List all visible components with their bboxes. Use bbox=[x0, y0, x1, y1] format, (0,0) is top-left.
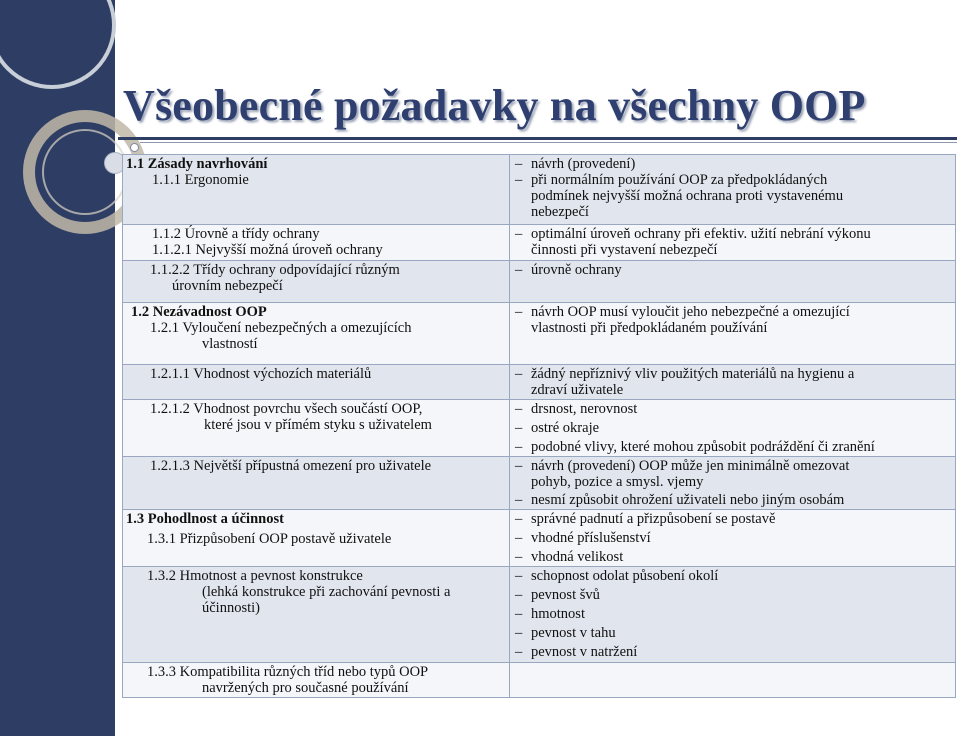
requirement-item: – drsnost, nerovnost bbox=[513, 401, 952, 417]
bullet-circle-icon bbox=[130, 143, 139, 152]
requirement-item: – pevnost v tahu bbox=[513, 625, 952, 641]
table-row bbox=[123, 365, 956, 400]
requirement-item-continued: pohyb, pozice a smysl. vjemy bbox=[531, 474, 704, 490]
table-cell-right bbox=[510, 261, 956, 303]
item-label: 1.1.2.1 Nejvyšší možná úroveň ochrany bbox=[152, 242, 383, 258]
table-cell-right bbox=[510, 155, 956, 225]
table-cell-left bbox=[123, 261, 510, 303]
table-cell-left bbox=[123, 225, 510, 261]
table-cell-left bbox=[123, 365, 510, 400]
section-heading: 1.1 Zásady navrhování bbox=[126, 156, 268, 172]
table-row bbox=[123, 303, 956, 365]
item-label: 1.2.1 Vyloučení nebezpečných a omezujících bbox=[150, 320, 412, 336]
requirement-item-continued: činnosti při vystavení nebezpečí bbox=[531, 242, 718, 258]
table-cell-right bbox=[510, 567, 956, 663]
requirement-item: – pevnost švů bbox=[513, 587, 952, 603]
requirement-item-continued: zdraví uživatele bbox=[531, 382, 624, 398]
table-cell-left bbox=[123, 155, 510, 225]
table-cell-right bbox=[510, 663, 956, 698]
table-cell-left bbox=[123, 567, 510, 663]
table-cell-left bbox=[123, 400, 510, 457]
requirement-item: – úrovně ochrany bbox=[513, 262, 952, 278]
requirement-item: – pevnost v natržení bbox=[513, 644, 952, 660]
table-row bbox=[123, 261, 956, 303]
requirement-item-continued: vlastnosti při předpokládaném používání bbox=[531, 320, 768, 336]
table-cell-right bbox=[510, 510, 956, 567]
requirement-item: – schopnost odolat působení okolí bbox=[513, 568, 952, 584]
table-cell-right bbox=[510, 457, 956, 510]
requirement-item: – návrh OOP musí vyloučit jeho nebezpečné a omezující bbox=[513, 304, 952, 320]
requirement-item: – návrh (provedení) OOP může jen minimálně omezovat bbox=[513, 458, 952, 474]
item-label-continued: (lehká konstrukce při zachování pevnosti a bbox=[202, 584, 451, 600]
table-row bbox=[123, 225, 956, 261]
requirement-item: – správné padnutí a přizpůsobení se postavě bbox=[513, 511, 952, 527]
table-row bbox=[123, 457, 956, 510]
table-row bbox=[123, 663, 956, 698]
title-underline bbox=[118, 137, 957, 140]
item-label-continued: navržených pro současné používání bbox=[202, 680, 409, 696]
item-label: 1.1.2 Úrovně a třídy ochrany bbox=[152, 226, 320, 242]
table-row bbox=[123, 567, 956, 663]
section-heading: 1.3 Pohodlnost a účinnost bbox=[126, 511, 284, 527]
requirement-item: – žádný nepříznivý vliv použitých materiálů na hygienu a bbox=[513, 366, 952, 382]
item-label-continued: které jsou v přímém styku s uživatelem bbox=[204, 417, 432, 433]
requirements-table bbox=[122, 154, 956, 698]
table-cell-left bbox=[123, 303, 510, 365]
table-cell-right bbox=[510, 365, 956, 400]
table-row bbox=[123, 155, 956, 225]
requirement-item: – optimální úroveň ochrany při efektiv. užití nebrání výkonu bbox=[513, 226, 952, 242]
requirement-item: – ostré okraje bbox=[513, 420, 952, 436]
item-label: 1.3.1 Přizpůsobení OOP postavě uživatele bbox=[147, 531, 392, 547]
table-row bbox=[123, 400, 956, 457]
requirement-item: – vhodná velikost bbox=[513, 549, 952, 565]
requirement-item-continued: podmínek nejvyšší možná ochrana proti vystavenému bbox=[531, 188, 844, 204]
table-cell-left bbox=[123, 663, 510, 698]
item-label: 1.1.1 Ergonomie bbox=[152, 172, 249, 188]
section-heading: 1.2 Nezávadnost OOP bbox=[131, 304, 267, 320]
item-label: 1.1.2.2 Třídy ochrany odpovídající různým bbox=[150, 262, 400, 278]
table-row bbox=[123, 510, 956, 567]
item-label: 1.3.2 Hmotnost a pevnost konstrukce bbox=[147, 568, 363, 584]
requirement-item: – návrh (provedení) bbox=[513, 156, 952, 172]
item-label-continued: úrovním nebezpečí bbox=[172, 278, 283, 294]
item-label-continued: účinnosti) bbox=[202, 600, 260, 616]
item-label: 1.3.3 Kompatibilita různých tříd nebo typů OOP bbox=[147, 664, 429, 680]
table-cell-left bbox=[123, 510, 510, 567]
slide-title: Všeobecné požadavky na všechny OOP bbox=[123, 81, 866, 130]
title-underline-thin bbox=[140, 142, 957, 143]
table-cell-right bbox=[510, 400, 956, 457]
item-label: 1.2.1.3 Největší přípustná omezení pro uživatele bbox=[150, 458, 432, 474]
item-label: 1.2.1.2 Vhodnost povrchu všech součástí OOP, bbox=[150, 401, 423, 417]
requirement-item: – nesmí způsobit ohrožení uživateli nebo jiným osobám bbox=[513, 492, 952, 508]
requirement-item-continued: nebezpečí bbox=[531, 204, 589, 220]
requirement-item: – hmotnost bbox=[513, 606, 952, 622]
table-cell-right bbox=[510, 303, 956, 365]
table-cell-right bbox=[510, 225, 956, 261]
item-label-continued: vlastností bbox=[202, 336, 258, 352]
requirement-item: – vhodné příslušenství bbox=[513, 530, 952, 546]
table-cell-left bbox=[123, 457, 510, 510]
requirement-item: – podobné vlivy, které mohou způsobit podráždění či zranění bbox=[513, 439, 952, 455]
requirement-item: – při normálním používání OOP za předpokládaných bbox=[513, 172, 952, 188]
item-label: 1.2.1.1 Vhodnost výchozích materiálů bbox=[150, 366, 372, 382]
